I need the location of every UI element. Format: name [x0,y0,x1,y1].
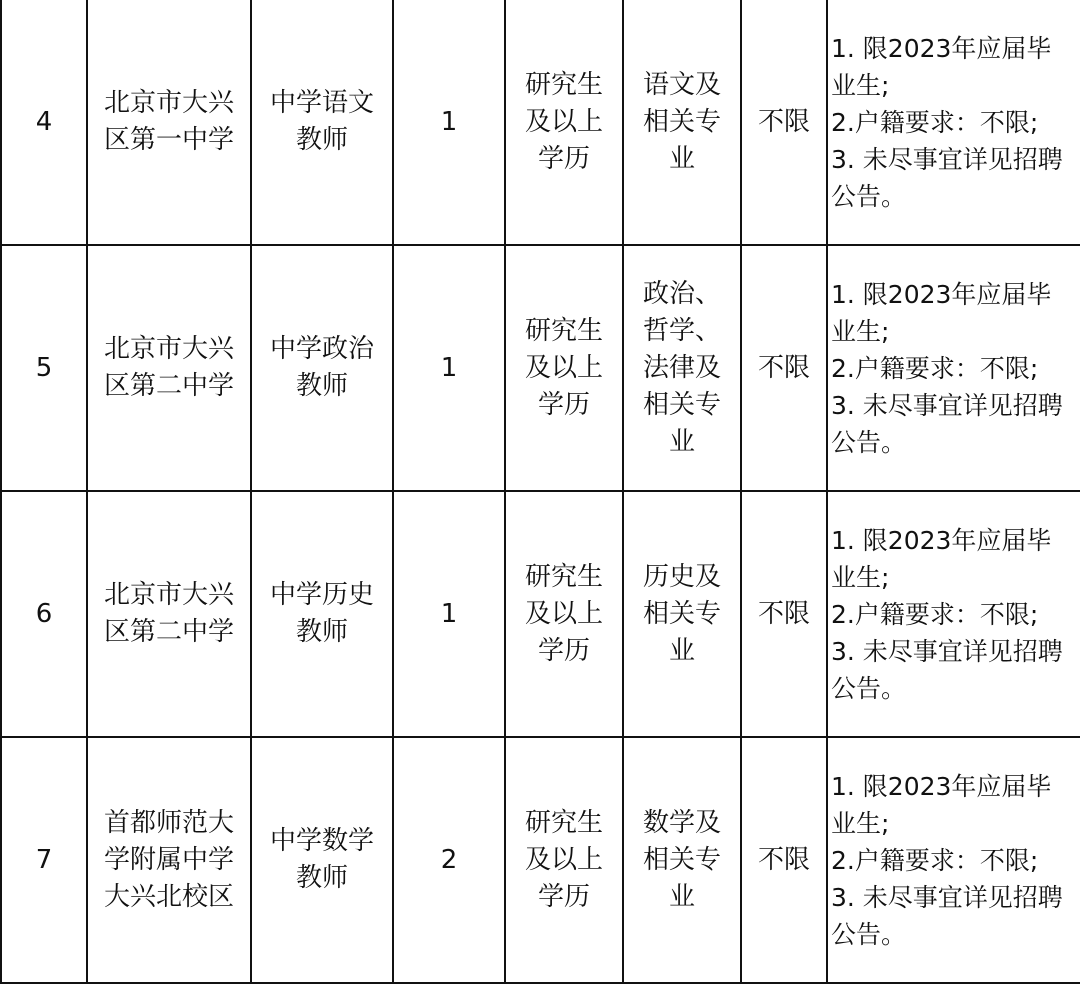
school-name: 北京市大兴区第二中学 [103,580,234,647]
remark-line: 2.户籍要求：不限; [831,107,1039,137]
cell-other: 不限 [741,491,827,737]
major-requirement: 政治、哲学、法律及相关专业 [642,278,721,457]
cell-number: 6 [1,491,87,737]
cell-remarks [827,0,1080,245]
cell-count: 2 [393,737,505,983]
cell-count: 1 [393,0,505,245]
cell-education [505,491,623,737]
major-requirement: 语文及相关专业 [642,69,721,174]
post-name: 中学语文教师 [269,88,374,155]
cell-major [623,245,741,491]
cell-remarks [827,491,1080,737]
remark-line: 业生; [831,808,890,838]
cell-major [623,491,741,737]
remark-line: 3. 未尽事宜详见招聘 [831,882,1063,912]
remark-line: 公告。 [831,181,907,211]
cell-other: 不限 [741,0,827,245]
remark-line: 业生; [831,562,890,592]
post-name: 中学数学教师 [269,826,374,893]
table-row [1,491,1080,737]
cell-count: 1 [393,491,505,737]
cell-post [251,737,393,983]
cell-major [623,0,741,245]
table-row [1,737,1080,983]
table-row [1,0,1080,245]
education-requirement: 研究生及以上学历 [524,561,603,666]
cell-other: 不限 [741,737,827,983]
cell-number: 4 [1,0,87,245]
remark-line: 1. 限2023年应届毕 [831,279,1052,309]
cell-education [505,0,623,245]
cell-other: 不限 [741,245,827,491]
cell-post [251,491,393,737]
education-requirement: 研究生及以上学历 [524,807,603,912]
table-body [1,0,1080,983]
school-name: 北京市大兴区第二中学 [103,334,234,401]
table-row [1,245,1080,491]
remark-line: 业生; [831,316,890,346]
remark-line: 2.户籍要求：不限; [831,845,1039,875]
cell-school [87,245,251,491]
education-requirement: 研究生及以上学历 [524,69,603,174]
remark-line: 公告。 [831,673,907,703]
remark-line: 业生; [831,70,890,100]
cell-school [87,0,251,245]
school-name: 北京市大兴区第一中学 [103,88,234,155]
remark-line: 1. 限2023年应届毕 [831,771,1052,801]
remark-line: 3. 未尽事宜详见招聘 [831,636,1063,666]
post-name: 中学历史教师 [269,580,374,647]
cell-count: 1 [393,245,505,491]
cell-school [87,491,251,737]
major-requirement: 数学及相关专业 [642,807,721,912]
cell-number: 5 [1,245,87,491]
cell-remarks [827,737,1080,983]
remark-line: 2.户籍要求：不限; [831,599,1039,629]
education-requirement: 研究生及以上学历 [524,315,603,420]
cell-post [251,0,393,245]
cell-education [505,245,623,491]
cell-number: 7 [1,737,87,983]
post-name: 中学政治教师 [269,334,374,401]
remark-line: 公告。 [831,427,907,457]
remark-line: 2.户籍要求：不限; [831,353,1039,383]
remark-line: 1. 限2023年应届毕 [831,33,1052,63]
cell-remarks [827,245,1080,491]
cell-major [623,737,741,983]
remark-line: 1. 限2023年应届毕 [831,525,1052,555]
cell-post [251,245,393,491]
school-name: 首都师范大学附属中学大兴北校区 [103,807,234,912]
major-requirement: 历史及相关专业 [642,561,721,666]
remark-line: 公告。 [831,919,907,949]
cell-school [87,737,251,983]
cell-education [505,737,623,983]
remark-line: 3. 未尽事宜详见招聘 [831,144,1063,174]
remark-line: 3. 未尽事宜详见招聘 [831,390,1063,420]
